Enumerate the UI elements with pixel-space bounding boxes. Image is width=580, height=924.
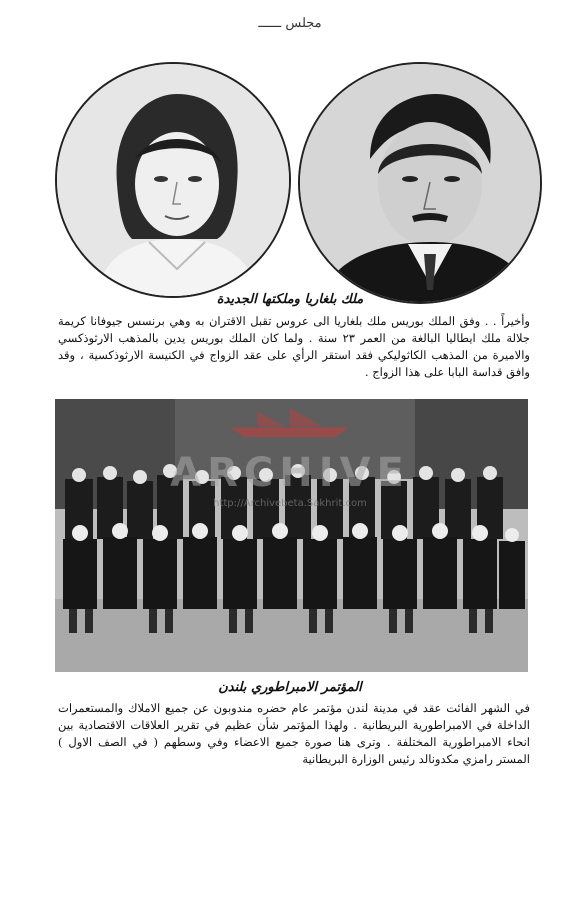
watermark-url: http://Archivebeta.Sakhrit.com [213, 498, 367, 509]
king-portrait [298, 62, 542, 304]
conference-paragraph: في الشهر الفائت عقد في مدينة لندن مؤتمر عام حضره مندوبون عن جميع الاملاك والمستعمرات الداخلة في الامبراطورية البريطانية . ولهذا المؤتمر شأن عظيم في تقرير العلاقات الاقتصادية بين انحاء الامبراطورية المختلفة . وترى هنا صورة جميع الاعضاء وفي وسطهم ( في الصف الاول ) المستر رامزي مكدونالد رئيس الوزارة البريطانية [58, 701, 530, 766]
queen-portrait [55, 62, 291, 298]
portraits-caption: ملك بلغاريا وملكتها الجديدة [216, 292, 364, 307]
conference-caption: المؤتمر الامبراطوري بلندن [218, 680, 362, 695]
royal-wedding-paragraph: وأخيراً . . وفق الملك بوريس ملك بلغاريا الى عروس تقبل الاقتران به وهي برنسس جيوفانا كريمة جلالة ملك ايطاليا البالغة من العمر ٢٣ سنة . ولما كان الملك بوريس يدين بالمذهب الارثوذكسي والاميرة من المذهب الكاثوليكي فقد استقر الرأي على عقد الزواج في الكنيسة الارثوذكسية ، وقد وافق قداسة البابا على هذا الزواج . [58, 314, 530, 379]
watermark-title: ARCHIVE [170, 450, 410, 496]
king-portrait-image [300, 64, 540, 302]
conference-group-photo [55, 399, 528, 672]
conference-photo-image [55, 399, 528, 672]
running-head: مجلس ــــــ [258, 16, 322, 31]
queen-portrait-image [57, 64, 289, 296]
